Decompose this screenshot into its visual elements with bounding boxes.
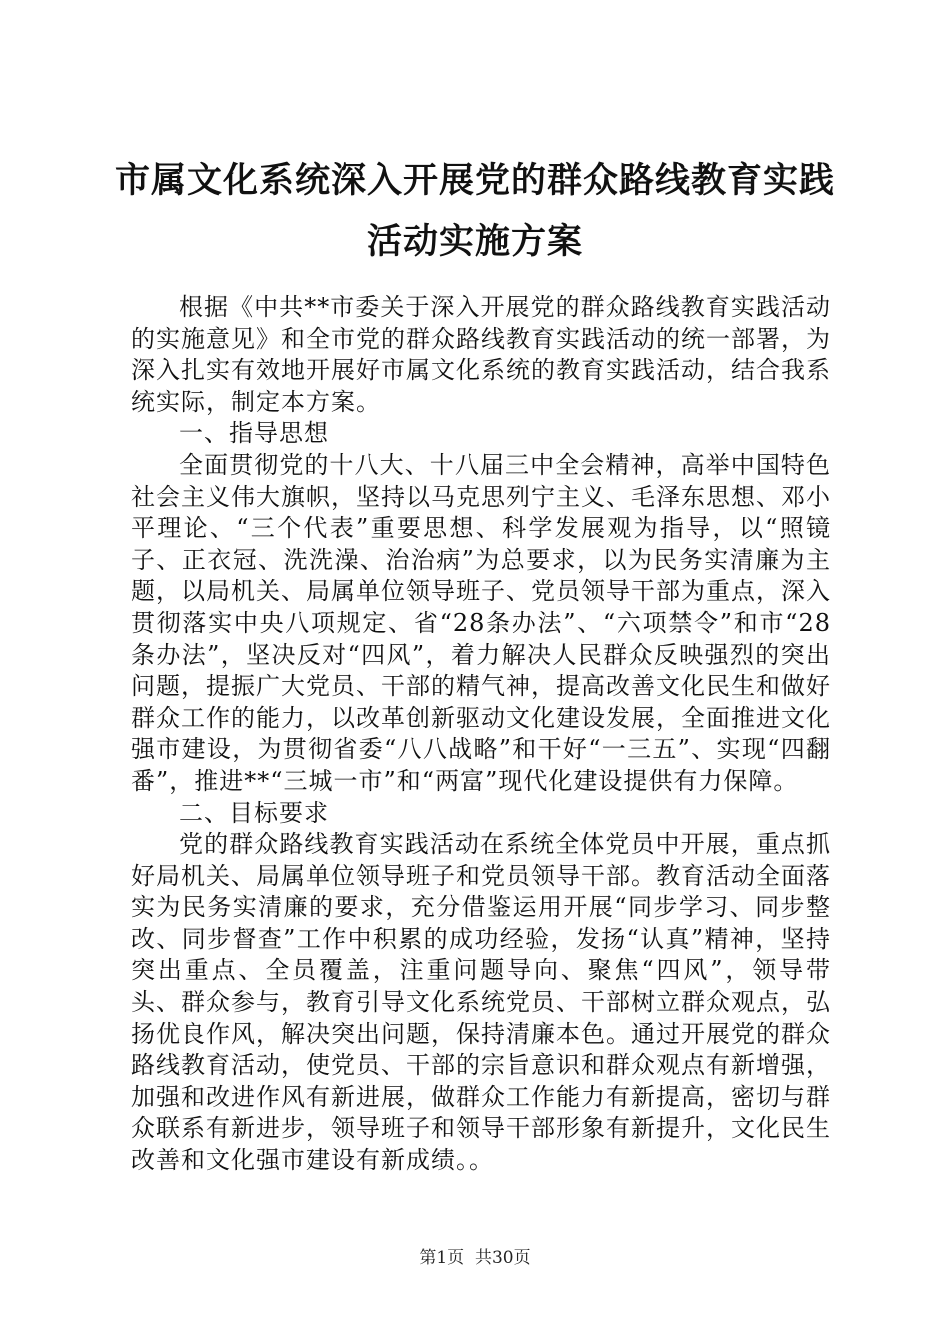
document-title-line-2: 活动实施方案 (366, 221, 583, 262)
paragraph-intro: 根据《中共**市委关于深入开展党的群众路线教育实践活动的实施意见》和全市党的群众路线教育实践活动的统一部署，为深入扎实有效地开展好市属文化系统的教育实践活动，结合我系统实际，制定本方案。 (131, 293, 831, 416)
paragraph-goals: 党的群众路线教育实践活动在系统全体党员中开展，重点抓好局机关、局属单位领导班子和党员领导干部。教育活动全面落实为民务实清廉的要求，充分借鉴运用开展“同步学习、同步整改、同步督查”工作中积累的成功经验，发扬“认真”精神，坚持突出重点、全员覆盖，注重问题导向、聚焦“四风”，领导带头、群众参与，教育引导文化系统党员、干部树立群众观点，弘扬优良作风，解决突出问题，保持清廉本色。通过开展党的群众路线教育活动，使党员、干部的宗旨意识和群众观点有新增强，加强和改进作风有新进展，做群众工作能力有新提高，密切与群众联系有新进步，领导班子和领导干部形象有新提升，文化民生改善和文化强市建设有新成绩。。 (131, 830, 831, 1175)
page-number-footer: 第1页 共30页 (419, 1248, 531, 1268)
section-heading-guiding-ideology: 一、指导思想 (179, 419, 329, 448)
paragraph-guiding-ideology: 全面贯彻党的十八大、十八届三中全会精神，高举中国特色社会主义伟大旗帜，坚持以马克思列宁主义、毛泽东思想、邓小平理论、“三个代表”重要思想、科学发展观为指导，以“照镜子、正衣冠、洗洗澡、治治病”为总要求，以为民务实清廉为主题，以局机关、局属单位领导班子、党员领导干部为重点，深入贯彻落实中央八项规定、省“28条办法”、“六项禁令”和市“28条办法”，坚决反对“四风”，着力解决人民群众反映强烈的突出问题，提振广大党员、干部的精气神，提高改善文化民生和做好群众工作的能力，以改革创新驱动文化建设发展，全面推进文化强市建设，为贯彻省委“八八战略”和干好“一三五”、实现“四翻番”，推进**“三城一市”和“两富”现代化建设提供有力保障。 (131, 450, 831, 795)
document-body (131, 292, 831, 1177)
section-heading-goals: 二、目标要求 (179, 798, 329, 827)
document-title-line-1: 市属文化系统深入开展党的群众路线教育实践 (114, 160, 835, 201)
